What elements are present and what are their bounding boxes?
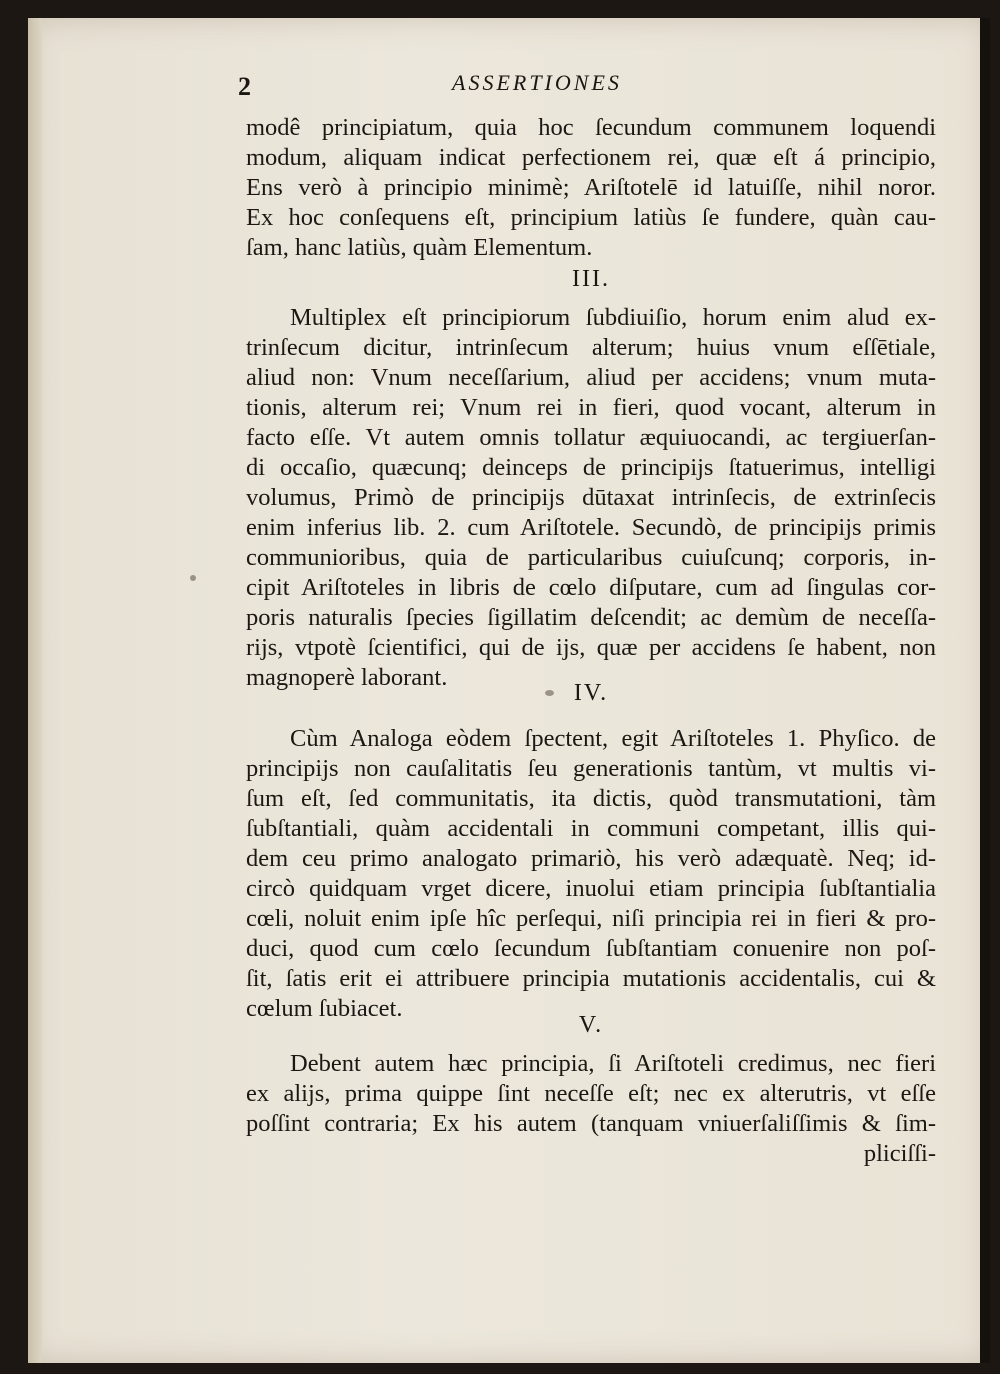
text-line: poris naturalis ſpecies ſigillatim deſcendit; ac demùm de neceſſa-	[246, 604, 936, 631]
text-line: cipit Ariſtoteles in libris de cœlo diſputare, cum ad ſingulas cor-	[246, 574, 936, 601]
text-line: Cùm Analoga eòdem ſpectent, egit Ariſtoteles 1. Phyſico. de	[290, 725, 936, 752]
text-line: Ens verò à principio minimè; Ariſtotelē id latuiſſe, nihil noror.	[246, 174, 936, 201]
text-line: trinſecum dicitur, intrinſecum alterum; huius vnum eſſētiale,	[246, 334, 936, 361]
section-heading-iii: III.	[572, 266, 610, 292]
paragraph-1	[246, 113, 936, 263]
text-line: modum, aliquam indicat perfectionem rei, quæ eſt á principio,	[246, 144, 936, 171]
paragraph-3	[246, 724, 936, 1024]
text-line: rijs, vtpotè ſcientifici, qui de ijs, quæ per accidens ſe habent, non	[246, 634, 936, 661]
section-heading-iv: IV.	[573, 680, 609, 706]
text-line: magnoperè laborant.	[246, 664, 448, 691]
text-line: ſit, ſatis erit ei attribuere principia mutationis accidentalis, cui &	[246, 965, 936, 992]
text-line: duci, quod cum cœlo ſecundum ſubſtantiam conuenire non poſ-	[246, 935, 936, 962]
text-line: dem ceu primo analogato primariò, his verò adæquatè. Neq; id-	[246, 845, 936, 872]
page-gutter	[28, 18, 42, 1363]
text-line: principijs non cauſalitatis ſeu generationis tantùm, vt multis vi-	[246, 755, 936, 782]
text-line: cœlum ſubiacet.	[246, 995, 403, 1022]
text-line: poſſint contraria; Ex his autem (tanquam vniuerſaliſſimis & ſim-	[246, 1110, 936, 1137]
text-line: ſam, hanc latiùs, quàm Elementum.	[246, 234, 593, 261]
text-line: volumus, Primò de principijs dūtaxat intrinſecis, de extrinſecis	[246, 484, 936, 511]
text-line: Ex hoc conſequens eſt, principium latiùs ſe fundere, quàn cau-	[246, 204, 936, 231]
paragraph-2	[246, 303, 936, 693]
text-line: facto eſſe. Vt autem omnis tollatur æquiuocandi, ac tergiuerſan-	[246, 424, 936, 451]
text-line: communioribus, quia de particularibus cuiuſcunq; corporis, in-	[246, 544, 936, 571]
text-line: cœli, noluit enim ipſe hîc perſequi, niſi principia rei in fieri & pro-	[246, 905, 936, 932]
text-line: tionis, alterum rei; Vnum rei in fieri, quod vocant, alterum in	[246, 394, 936, 421]
text-line: di occaſio, quæcunq; deinceps de principijs ſtatuerimus, intelligi	[246, 454, 936, 481]
page-number: 2	[238, 72, 251, 101]
text-line: ſubſtantiali, quàm accidentali in communi competant, illis qui-	[246, 815, 936, 842]
section-heading-v: V.	[578, 1012, 604, 1038]
page-edge-shadow	[980, 18, 990, 1363]
ink-speck	[545, 690, 554, 696]
text-line: ex alijs, prima quippe ſint neceſſe eſt; nec ex alterutris, vt eſſe	[246, 1080, 936, 1107]
text-line: Multiplex eſt principiorum ſubdiuiſio, horum enim alud ex-	[290, 304, 936, 331]
running-head: ASSERTIONES	[452, 70, 622, 95]
ink-speck	[190, 575, 196, 581]
text-line: Debent autem hæc principia, ſi Ariſtoteli credimus, nec fieri	[290, 1050, 936, 1077]
paragraph-4	[246, 1049, 936, 1169]
text-line: ſum eſt, ſed communitatis, ita dictis, quòd transmutationi, tàm	[246, 785, 936, 812]
text-line: modê principiatum, quia hoc ſecundum communem loquendi	[246, 114, 936, 141]
text-line: circò quidquam vrget dicere, inuolui etiam principia ſubſtantialia	[246, 875, 936, 902]
text-line: aliud non: Vnum neceſſarium, aliud per accidens; vnum muta-	[246, 364, 936, 391]
text-line: enim inferius lib. 2. cum Ariſtotele. Secundò, de principijs primis	[246, 514, 936, 541]
catchword: pliciſſi-	[863, 1140, 936, 1167]
